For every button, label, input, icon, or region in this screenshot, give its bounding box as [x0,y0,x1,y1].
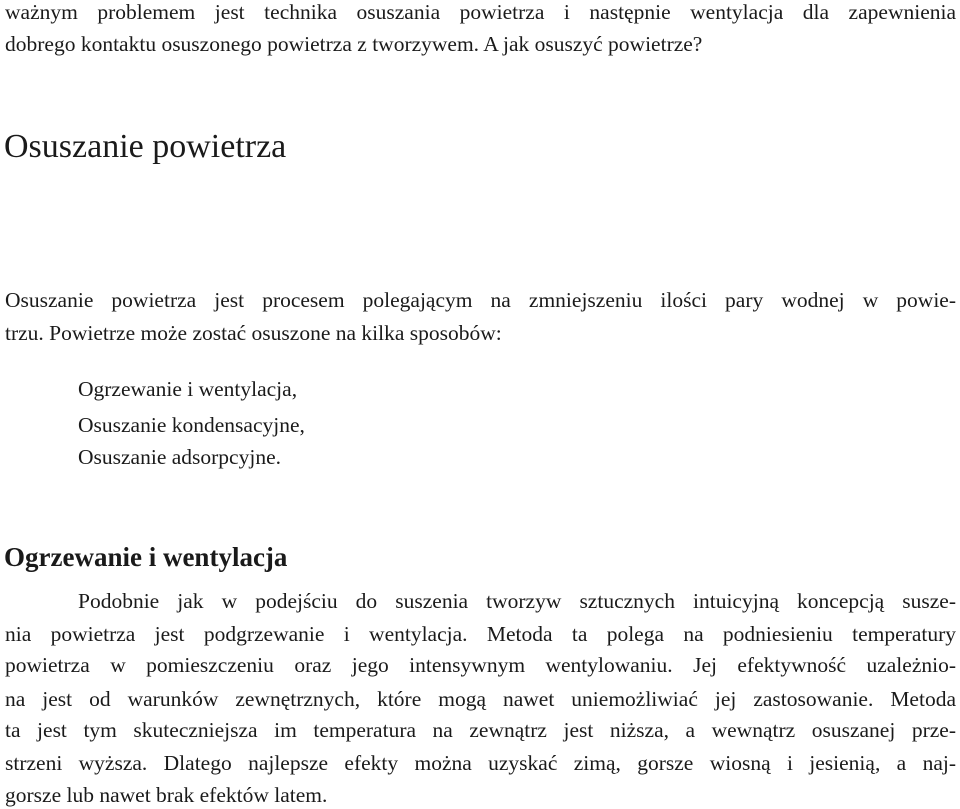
intro-line-1: ważnym problemem jest technika osuszania powietrza i następnie wentylacja dla zapewnienia [5,0,956,24]
list-item-kondensacyjne: Osuszanie kondensacyjne, [78,413,305,437]
section2-line-6: strzeni wyższa. Dlatego najlepsze efekty można uzyskać zimą, gorsze wiosną i jesienią, a naj- [5,751,956,775]
section-heading-ogrzewanie-i-wentylacja: Ogrzewanie i wentylacja [4,542,288,572]
section2-line-1: Podobnie jak w podejściu do suszenia tworzyw sztucznych intuicyjną koncepcją susze- [78,589,956,613]
section2-line-4: na jest od warunków zewnętrznych, które mogą nawet uniemożliwiać jej zastosowanie. Metoda [5,687,956,711]
list-item-ogrzewanie: Ogrzewanie i wentylacja, [78,377,298,401]
section1-line-2: trzu. Powietrze może zostać osuszone na kilka sposobów: [5,321,502,345]
intro-line-2: dobrego kontaktu osuszonego powietrza z tworzywem. A jak osuszyć powietrze? [5,32,703,56]
section2-line-3: powietrza w pomieszczeniu oraz jego intensywnym wentylowaniu. Jej efektywność uzależnio- [5,653,956,677]
section2-line-7: gorsze lub nawet brak efektów latem. [5,783,328,807]
section2-line-2: nia powietrza jest podgrzewanie i wentylacja. Metoda ta polega na podniesieniu temperatury [5,622,956,646]
list-item-adsorpcyjne: Osuszanie adsorpcyjne. [78,445,281,469]
section-heading-osuszanie-powietrza: Osuszanie powietrza [4,128,287,165]
section2-line-5: ta jest tym skuteczniejsza im temperatura na zewnątrz jest niższa, a wewnątrz osuszanej prze- [5,718,956,742]
section1-line-1: Osuszanie powietrza jest procesem polegającym na zmniejszeniu ilości pary wodnej w powie- [5,288,956,312]
